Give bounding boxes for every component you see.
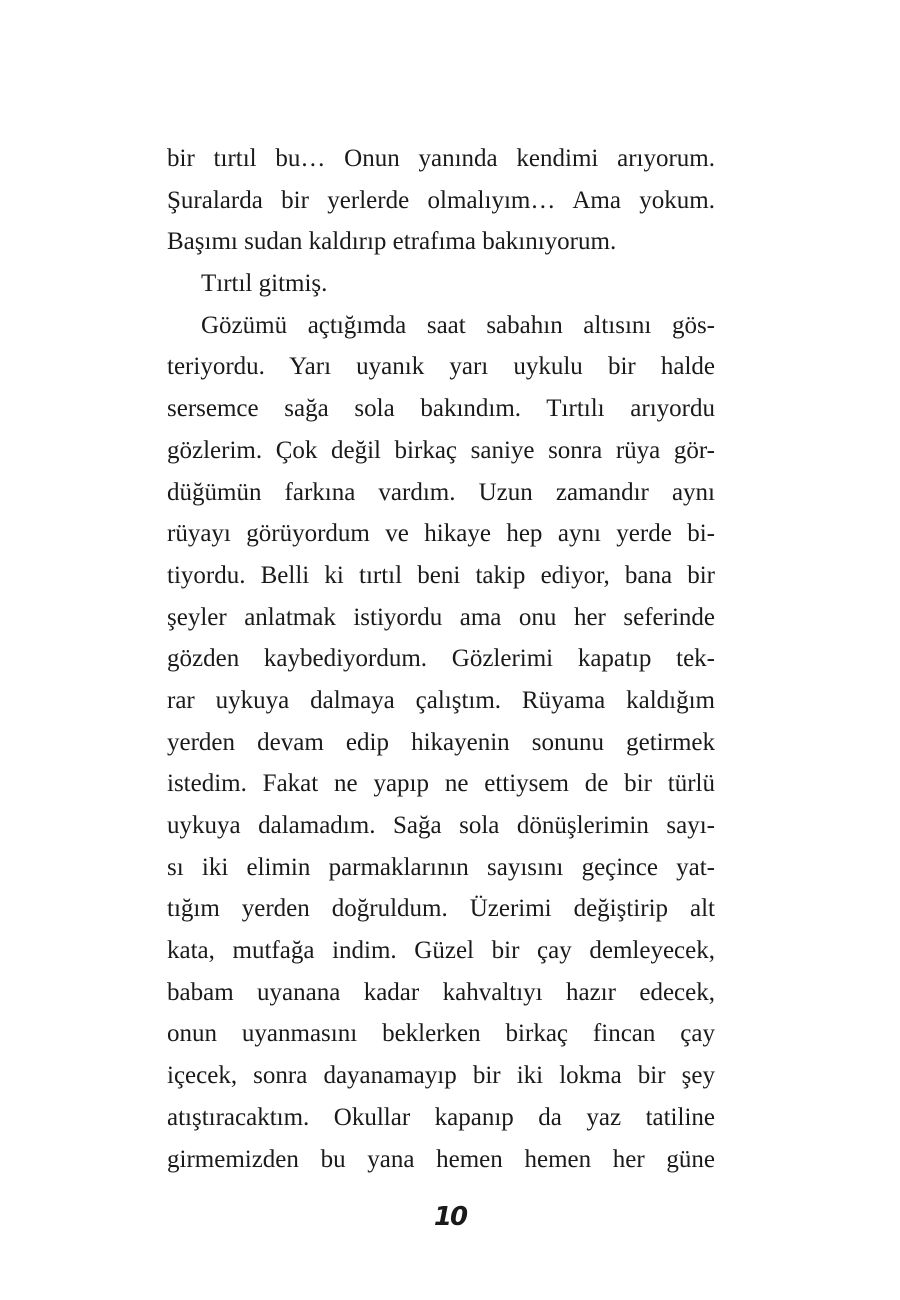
text-line: tığım yerden doğruldum. Üzerimi değiştirip alt	[167, 895, 715, 923]
text-line: içecek, sonra dayanamayıp bir iki lokma bir şey	[167, 1062, 715, 1090]
text-line: uykuya dalamadım. Sağa sola dönüşlerimin sayı-	[167, 812, 715, 839]
text-line: düğümün farkına vardım. Uzun zamandır aynı	[167, 478, 715, 506]
text-line: girmemizden bu yana hemen hemen her güne	[167, 1145, 715, 1173]
text-line: yerden devam edip hikayenin sonunu getirmek	[167, 728, 715, 756]
book-page-text	[167, 138, 715, 1180]
text-line: sı iki elimin parmaklarının sayısını geçince yat-	[167, 853, 715, 881]
text-line: Tırtıl gitmiş.	[201, 270, 328, 298]
text-line: rar uykuya dalmaya çalıştım. Rüyama kaldığım	[167, 686, 715, 714]
text-line: Gözümü açtığımda saat sabahın altısını gös-	[201, 311, 715, 339]
text-line: bir tırtıl bu… Onun yanında kendimi arıyorum.	[167, 145, 715, 172]
text-line: tiyordu. Belli ki tırtıl beni takip ediyor, bana bir	[167, 561, 715, 589]
page-number: 10	[433, 1202, 467, 1232]
text-line: şeyler anlatmak istiyordu ama onu her seferinde	[167, 603, 715, 631]
text-line: gözlerim. Çok değil birkaç saniye sonra rüya gör-	[167, 436, 715, 464]
text-line: onun uyanmasını beklerken birkaç fincan çay	[167, 1020, 715, 1048]
text-line: gözden kaybediyordum. Gözlerimi kapatıp tek-	[167, 645, 715, 673]
text-line: istedim. Fakat ne yapıp ne ettiysem de bir türlü	[167, 770, 715, 798]
text-line: rüyayı görüyordum ve hikaye hep aynı yerde bi-	[167, 520, 715, 548]
text-line: babam uyanana kadar kahvaltıyı hazır edecek,	[167, 978, 715, 1006]
text-line: Başımı sudan kaldırıp etrafıma bakınıyorum.	[167, 228, 617, 256]
text-line: sersemce sağa sola bakındım. Tırtılı arıyordu	[167, 395, 715, 423]
text-line: atıştıracaktım. Okullar kapanıp da yaz tatiline	[167, 1103, 715, 1131]
text-line: teriyordu. Yarı uyanık yarı uykulu bir halde	[167, 353, 715, 381]
text-line: kata, mutfağa indim. Güzel bir çay demleyecek,	[167, 937, 715, 965]
text-line: Şuralarda bir yerlerde olmalıyım… Ama yokum.	[167, 186, 715, 214]
